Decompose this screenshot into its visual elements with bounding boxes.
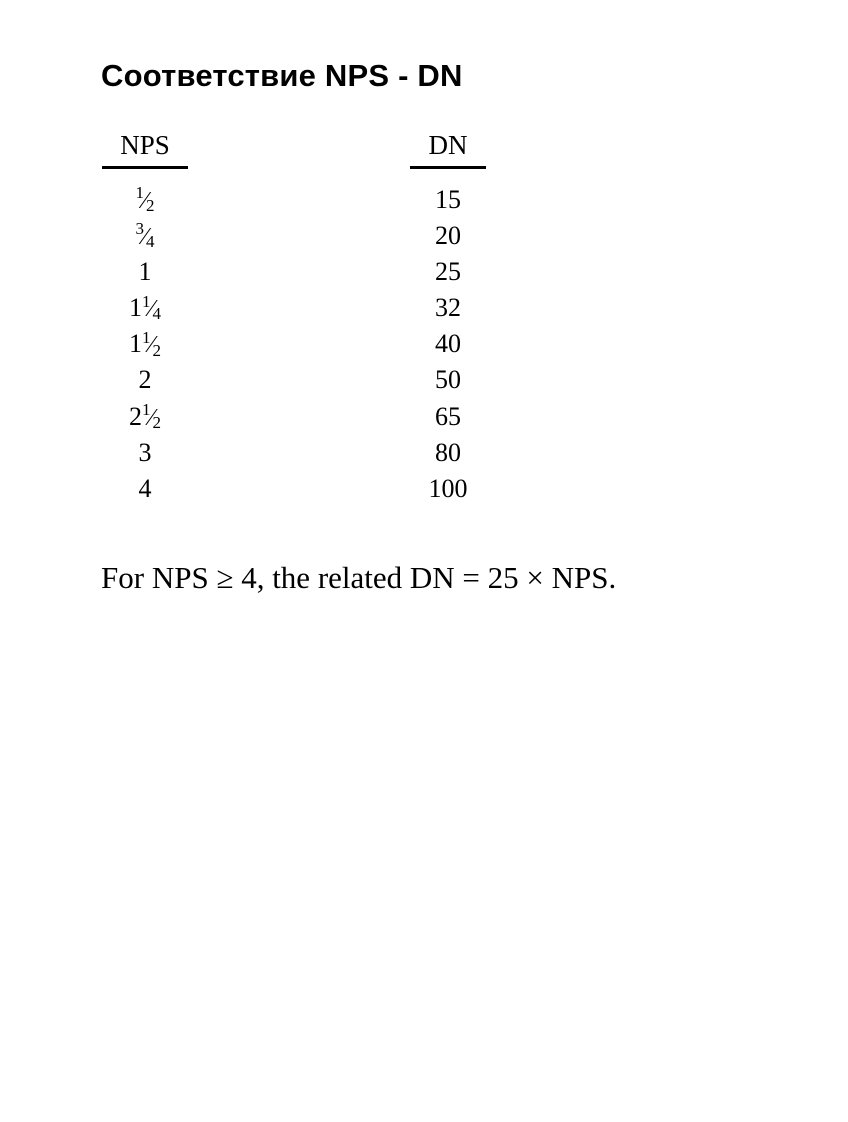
- dn-cell: 80: [435, 437, 461, 467]
- nps-column: [102, 126, 188, 507]
- nps-cell: 3: [138, 437, 152, 467]
- dn-column-header: DN: [428, 130, 468, 160]
- nps-cell: $^3$⁄4: [135, 219, 155, 252]
- dn-cell: 32: [435, 293, 461, 323]
- nps-cell: 4: [138, 474, 152, 503]
- dn-cell: 20: [435, 220, 461, 250]
- dn-cell: 40: [435, 329, 461, 359]
- nps-cell: $^1$⁄2: [135, 183, 155, 215]
- dn-cell: 65: [435, 401, 461, 431]
- dn-cells: [410, 182, 486, 508]
- nps-cell: 2: [138, 365, 152, 395]
- nps-cell: 1: [138, 256, 152, 286]
- nps-cell: $1^1⁄2$: [128, 327, 161, 360]
- nps-cells: [102, 182, 188, 508]
- nps-column-header: NPS: [120, 130, 170, 160]
- dn-cell: 25: [435, 256, 461, 286]
- dn-cell: 15: [435, 184, 461, 214]
- nps-header-rule: [102, 166, 188, 169]
- dn-column: [410, 126, 486, 507]
- footnote: For NPS ≥ 4, the related DN = 25 × NPS.: [101, 560, 617, 595]
- page-title: Соответствие NPS - DN: [101, 58, 463, 93]
- dn-cell: 100: [428, 474, 468, 503]
- nps-cell: $1^1⁄4$: [128, 291, 161, 324]
- dn-header-rule: [410, 166, 486, 169]
- nps-cell: $2^1⁄2$: [128, 400, 161, 433]
- dn-cell: 50: [435, 365, 461, 395]
